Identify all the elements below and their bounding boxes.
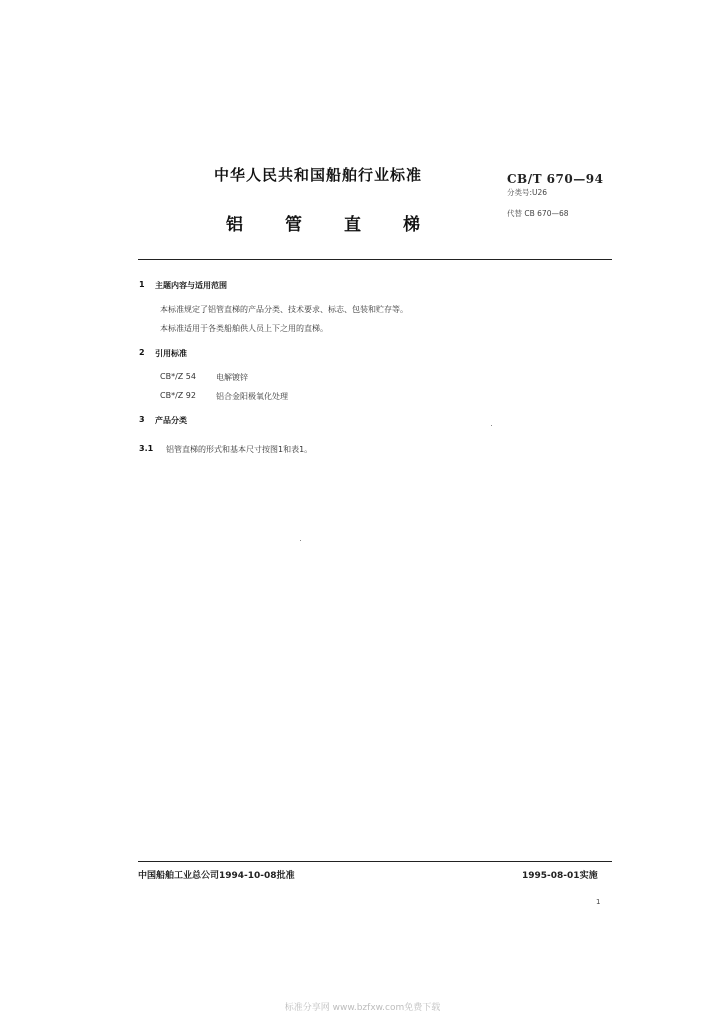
standard-title-char: 梯 (403, 215, 420, 235)
section-heading: 产品分类 (155, 416, 187, 425)
header-rule (138, 259, 612, 260)
clause-number: 3.1 (139, 444, 154, 453)
scan-speck (300, 540, 301, 541)
standard-code-block (507, 172, 603, 198)
org-title: 中华人民共和国船舶行业标准 (214, 166, 423, 184)
section-number: 3 (139, 415, 145, 424)
paragraph: 本标准规定了铝管直梯的产品分类、技术要求、标志、包装和贮存等。 (160, 305, 408, 314)
footer-rule (138, 861, 612, 862)
implementation-date: 1995-08-01实施 (522, 871, 598, 881)
approval-statement: 中国船舶工业总公司1994-10-08批准 (138, 871, 295, 881)
classification-code: 分类号:U26 (507, 188, 548, 197)
section-number: 2 (139, 348, 145, 357)
replaces-standard: 代替 CB 670—68 (507, 209, 569, 218)
standard-title-char: 铝 (226, 215, 243, 235)
reference-title: 铝合金阳极氧化处理 (216, 392, 288, 401)
section-heading: 主题内容与适用范围 (155, 281, 227, 290)
section-heading: 引用标准 (155, 349, 187, 358)
standard-title-char: 管 (285, 215, 302, 235)
page-number: 1 (596, 898, 601, 906)
section-number: 1 (139, 280, 145, 289)
standard-title (226, 210, 462, 235)
reference-code: CB*/Z 54 (160, 372, 196, 381)
clause-text: 铝管直梯的形式和基本尺寸按图1和表1。 (166, 445, 313, 454)
reference-code: CB*/Z 92 (160, 391, 196, 400)
download-watermark: 标准分享网 www.bzfxw.com免费下载 (284, 1003, 441, 1013)
paragraph: 本标准适用于各类船舶供人员上下之用的直梯。 (160, 324, 328, 333)
scan-speck (491, 425, 492, 426)
standard-code: CB/T 670—94 (507, 172, 604, 186)
reference-title: 电解镀锌 (216, 373, 248, 382)
standard-title-char: 直 (344, 215, 361, 235)
